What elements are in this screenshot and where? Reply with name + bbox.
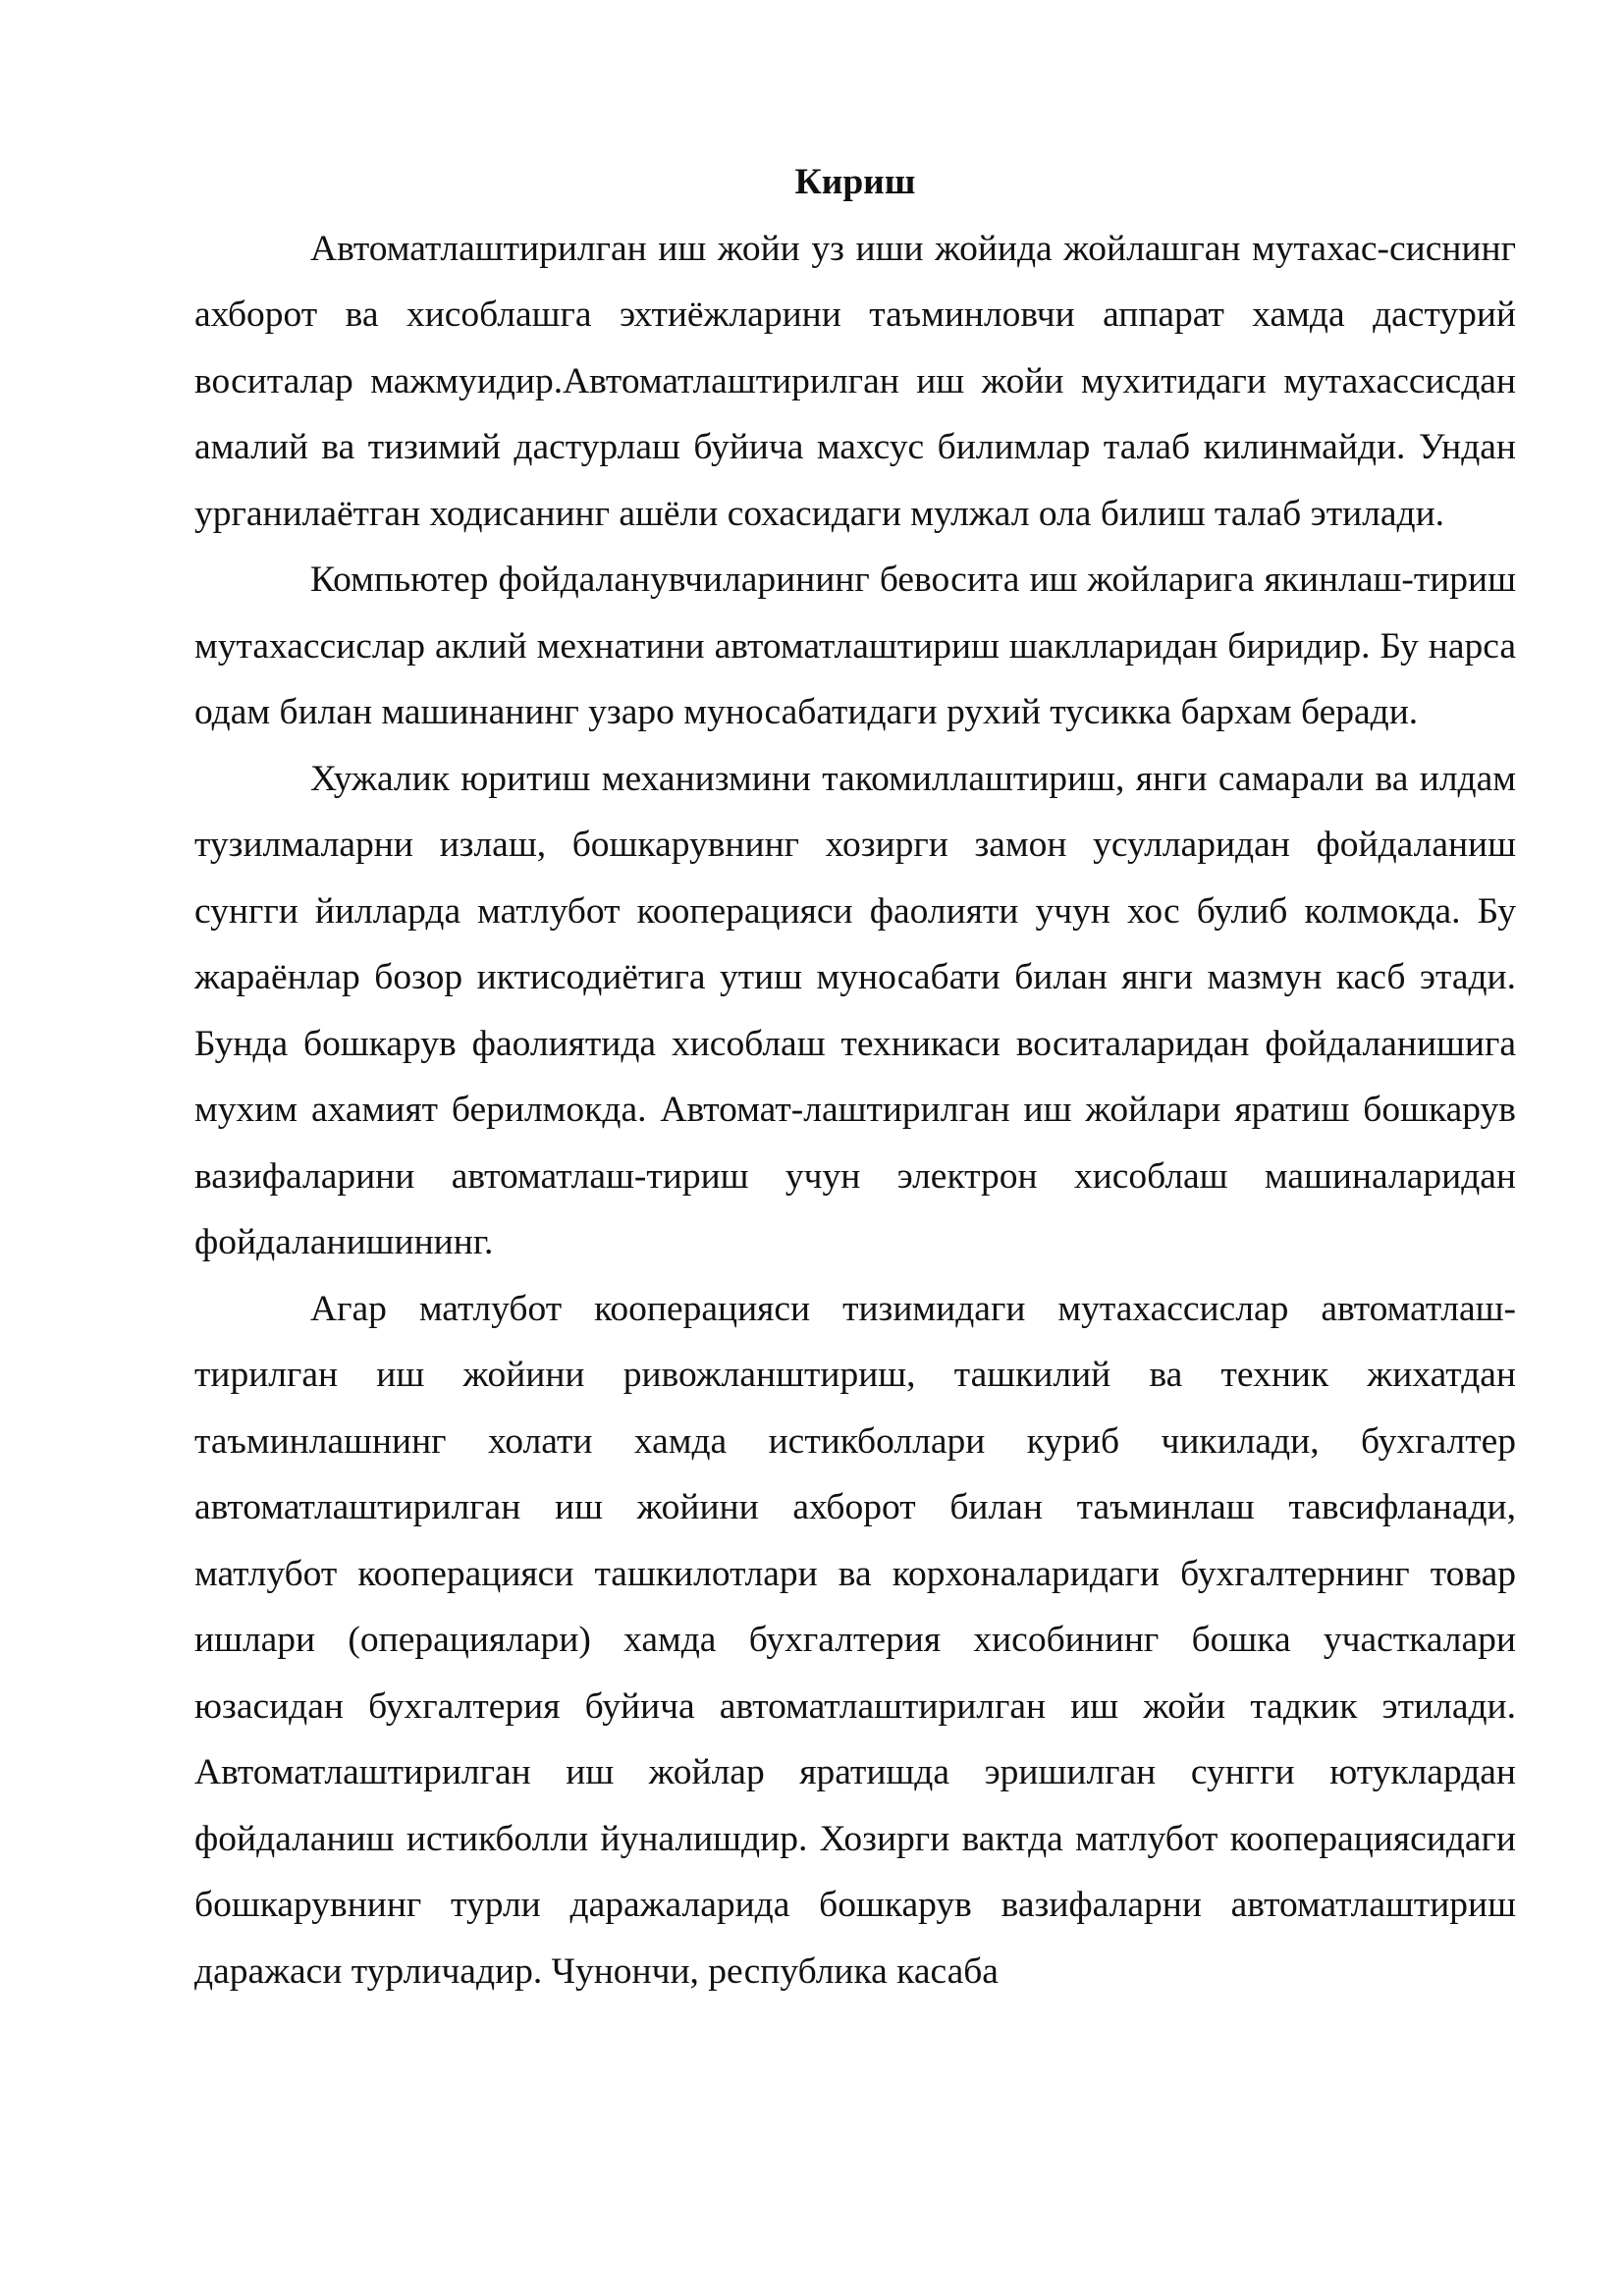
paragraph-4: Агар матлубот кооперацияси тизимидаги мутахассислар автоматлаш-тирилган иш жойини ривожланштириш, ташкилий ва техник жихатдан таъминлашнинг холати хамда истикболлари куриб чикилади, бухгалтер автоматлаштирилган иш жойини ахборот билан таъминлаш тавсифланади, матлубот кооперацияси ташкилотлари ва корхоналаридаги бухгалтернинг товар ишлари (операциялари) хамда бухгалтерия хисобининг бошка участкалари юзасидан бухгалтерия буйича автоматлаштирилган иш жойи тадкик этилади. Автоматлаштирилган иш жойлар яратишда эришилган сунгги ютуклардан фойдаланиш истикболли йуналишдир. Хозирги вактда матлубот кооперациясидаги бошкарувнинг турли даражаларида бошкарув вазифаларни автоматлаштириш даражаси турличадир. Чунончи, республика касаба [194, 1288, 1516, 1992]
paragraph-1: Автоматлаштирилган иш жойи уз иши жойида жойлашган мутахас-сиснинг ахборот ва хисоблашга эхтиёжларини таъминловчи аппарат хамда дастурий воситалар мажмуидир.Автоматлаштирилган иш жойи мухитидаги мутахассисдан амалий ва тизимий дастурлаш буйича махсус билимлар талаб килинмайди. Ундан урганилаётган ходисанинг ашёли сохасидаги мулжал ола билиш талаб этилади. [194, 228, 1516, 534]
page-title: Кириш [794, 162, 916, 202]
paragraph-2: Компьютер фойдаланувчиларининг бевосита иш жойларига якинлаш-тириш мутахассислар аклий мехнатини автоматлаштириш шаклларидан биридир. Бу нарса одам билан машинанинг узаро муносабатидаги рухий тусикка бархам беради. [194, 560, 1516, 732]
paragraph-3: Хужалик юритиш механизмини такомиллаштириш, янги самарали ва илдам тузилмаларни излаш, бошкарувнинг хозирги замон усулларидан фойдаланиш сунгги йилларда матлубот кооперацияси фаолияти учун хос булиб колмокда. Бу жараёнлар бозор иктисодиётига утиш муносабати билан янги мазмун касб этади. Бунда бошкарув фаолиятида хисоблаш техникаси воситаларидан фойдаланишига мухим ахамият берилмокда. Автомат-лаштирилган иш жойлари яратиш бошкарув вазифаларини автоматлаш-тириш учун электрон хисоблаш машиналаридан фойдаланишининг. [194, 758, 1516, 1262]
page-body [194, 149, 1516, 2004]
